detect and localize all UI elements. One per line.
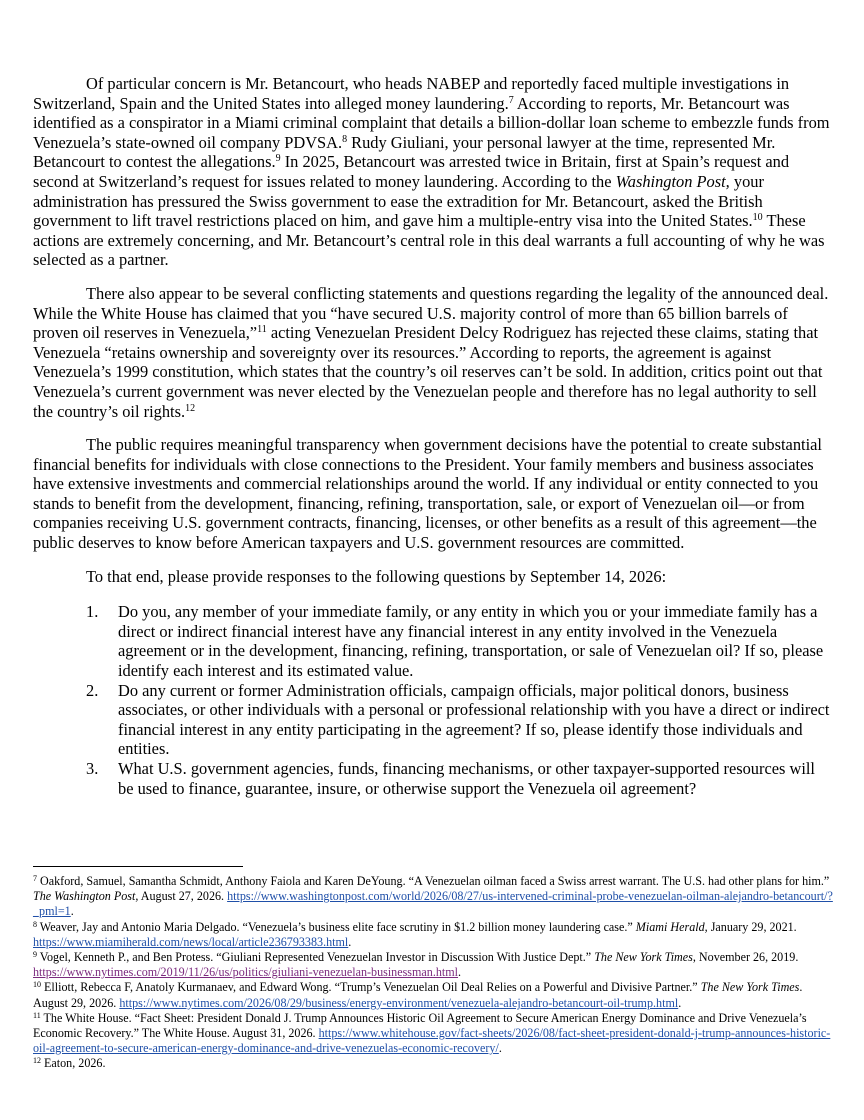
footnote-link[interactable]: https://www.miamiherald.com/news/local/article236793383.html xyxy=(33,934,349,949)
text-span: These actions are extremely concerning, and Mr. Betancourt’s central role in this deal warrants a full accounting of why he was selected as a partner. xyxy=(33,211,825,270)
footnote-9 xyxy=(33,950,833,980)
publication-name: The New York Times xyxy=(700,980,800,995)
footnote-ref[interactable]: 9 xyxy=(275,153,281,165)
footnote-link[interactable]: https://www.nytimes.com/2026/08/29/business/energy-environment/venezuela-alejandro-betancourt-oil-trump.html xyxy=(119,995,679,1010)
footnote-10 xyxy=(33,980,833,1010)
footnote-date: , November 26, 2019. xyxy=(692,950,799,965)
footnote-date: . August 29, 2026. xyxy=(33,980,803,1010)
publication-name: Washington Post, xyxy=(615,171,730,191)
footnote-end: . xyxy=(70,904,74,919)
question-number: 1. xyxy=(86,602,99,622)
paragraph-transparency: The public requires meaningful transparency when government decisions have the potential to create substantial financial benefits for individuals with close connections to the President. Your family members and business associates have extensive investments and commercial relationships around the world. If any individual or entity connected to you stands to benefit from the development, financing, refining, transportation, sale, or export of Venezuelan oil—or from companies receiving U.S. government contracts, financing, licenses, or other benefits as a result of this agreement—the public deserves to know before American taxpayers and U.S. government resources are committed. xyxy=(33,435,822,553)
paragraph-betancourt xyxy=(33,74,831,270)
footnote-divider xyxy=(33,866,243,867)
footnote-ref[interactable]: 7 xyxy=(508,94,514,106)
footnote-end: . xyxy=(498,1041,502,1056)
footnote-ref[interactable]: 11 xyxy=(257,324,267,336)
footnote-ref[interactable]: 10 xyxy=(752,212,763,224)
question-text: Do you, any member of your immediate family, or any entity in which you or your immediate family has a direct or indirect financial interest have any financial interest in any entity involved in the Venezuela agreement or in the development, financing, refining, transportation, or sale of Venezuelan oil? If so, please identify each interest and its estimated value. xyxy=(118,602,824,681)
footnote-number: 10 xyxy=(33,980,41,990)
footnote-text: Oakford, Samuel, Samantha Schmidt, Anthony Faiola and Karen DeYoung. “A Venezuelan oilman faced a Swiss arrest warrant. The U.S. had other plans for him.” xyxy=(37,874,830,888)
footnote-end: . xyxy=(348,934,352,949)
footnote-number: 12 xyxy=(33,1056,41,1066)
footnote-number: 11 xyxy=(33,1010,41,1020)
paragraph-request: To that end, please provide responses to the following questions by September 14, 2026: xyxy=(86,566,667,586)
footnote-link[interactable]: https://www.whitehouse.gov/fact-sheets/2026/08/fact-sheet-president-donald-j-trump-announces-historic-oil-agreement-to-secure-american-energy-dominance-and-drive-venezuelas-economic-recovery/ xyxy=(33,1026,831,1056)
footnote-12 xyxy=(33,1056,833,1071)
footnote-text: Eaton, 2026. xyxy=(41,1056,106,1071)
footnote-ref[interactable]: 8 xyxy=(342,133,348,145)
question-item xyxy=(86,759,831,798)
text-span: According to reports, Mr. Betancourt was identified as a conspirator in a Miami criminal complaint that details a billion-dollar loan scheme to embezzle funds from Venezuela’s state-owned oil company PDVSA. xyxy=(33,93,830,152)
question-text: What U.S. government agencies, funds, financing mechanisms, or other taxpayer-supported resources will be used to finance, guarantee, insure, or otherwise support the Venezuela oil agreement? xyxy=(118,759,815,798)
footnote-link[interactable]: https://www.washingtonpost.com/world/2026/08/27/us-intervened-criminal-probe-venezuelan-oilman-alejandro-betancourt/?_pml=1 xyxy=(33,889,833,919)
question-item xyxy=(86,681,831,759)
footnotes xyxy=(33,874,833,1072)
footnote-7 xyxy=(33,874,833,920)
footnote-11 xyxy=(33,1011,833,1057)
footnote-text: Elliott, Rebecca F, Anatoly Kurmanaev, and Edward Wong. “Trump’s Venezuelan Oil Deal Relies on a Powerful and Divisive Partner.” xyxy=(41,980,701,995)
footnote-number: 7 xyxy=(33,874,37,883)
text-span: your administration has pressured the Swiss government to ease the extradition for Mr. Betancourt, asked the British government to lift travel restrictions placed on him, and gave him a multiple-entry visa into the United States. xyxy=(33,171,764,231)
questions-list xyxy=(33,602,831,798)
letter-body xyxy=(33,74,831,798)
footnote-date: August 27, 2026. xyxy=(138,889,228,904)
footnote-date: January 29, 2021. xyxy=(707,919,797,934)
question-number: 3. xyxy=(86,759,99,778)
publication-name: The Washington Post, xyxy=(33,889,139,904)
publication-name: Miami Herald, xyxy=(635,919,708,934)
question-text: Do any current or former Administration officials, campaign officials, major political donors, business associates, or other individuals with a personal or professional relationship with you have a direct or indirect financial interest in any entity participating in the agreement? If so, please identify those individuals and entities. xyxy=(118,680,830,759)
footnote-text: Weaver, Jay and Antonio Maria Delgado. “Venezuela’s business elite face scrutiny in $1.2 billion money laundering case.” xyxy=(37,919,636,934)
footnote-number: 8 xyxy=(33,919,37,929)
footnote-text: The White House. “Fact Sheet: President Donald J. Trump Announces Historic Oil Agreement to Secure American Energy Dominance and Drive Venezuela’s Economic Recovery.” The White House. August 31, 2026. xyxy=(33,1010,807,1041)
text-span: acting Venezuelan President Delcy Rodriguez has rejected these claims, stating that Venezuela “retains ownership and sovereignty over its resources.” According to reports, the agreement is against Venezuela’s 1999 constitution, which states that the country’s oil reserves can’t be sold. In addition, critics point out that Venezuela’s current government was never elected by the Venezuelan people and therefore has no legal authority to sell the country’s oil rights. xyxy=(33,323,823,421)
text-span: Of particular concern is Mr. Betancourt, who heads NABEP and reportedly faced multiple investigations in Switzerland, Spain and the United States into alleged money laundering. xyxy=(33,74,790,113)
text-span: Rudy Giuliani, your personal lawyer at the time, represented Mr. Betancourt to contest the allegations. xyxy=(33,132,776,172)
publication-name: The New York Times xyxy=(594,950,693,965)
footnote-text: Vogel, Kenneth P., and Ben Protess. “Giuliani Represented Venezuelan Investor in Discussion With Justice Dept.” xyxy=(37,950,595,965)
footnote-number: 9 xyxy=(33,950,37,960)
footnote-link[interactable]: https://www.nytimes.com/2019/11/26/us/politics/giuliani-venezuelan-businessman.html xyxy=(33,965,459,980)
question-item xyxy=(86,602,831,680)
footnote-end: . xyxy=(458,965,462,980)
footnote-ref[interactable]: 12 xyxy=(185,402,196,414)
paragraph-legality xyxy=(33,284,831,421)
question-number: 2. xyxy=(86,680,99,700)
text-span: In 2025, Betancourt was arrested twice in Britain, first at Spain’s request and second at Switzerland’s request for issues related to money laundering. According to the xyxy=(33,152,790,191)
footnote-8 xyxy=(33,920,833,950)
footnote-end: . xyxy=(678,995,682,1010)
text-span: There also appear to be several conflicting statements and questions regarding the legality of the announced deal. While the White House has claimed that you “have secured U.S. majority control of more than 65 billion barrels of proven oil reserves in Venezuela,” xyxy=(33,283,829,343)
